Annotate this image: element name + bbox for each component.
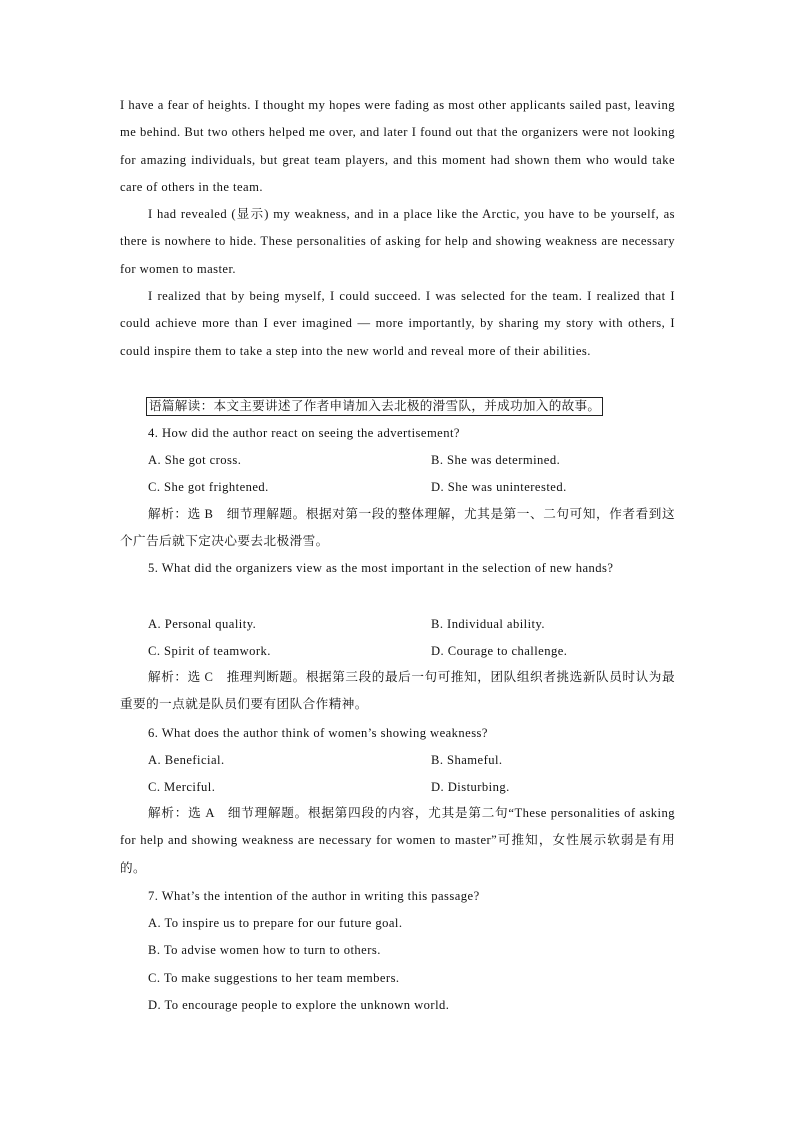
question-5-option-a: A. Personal quality. <box>148 617 257 631</box>
question-6-stem: 6. What does the author think of women’s showing weakness? <box>148 726 488 740</box>
question-6-option-c: C. Merciful. <box>148 780 216 794</box>
question-5-stem: 5. What did the organizers view as the most important in the selection of new hands? <box>148 561 614 575</box>
passage-paragraph-2: I had revealed (显示) my weakness, and in a place like the Arctic, you have to be yourself, as there is nowhere to hide. These personalities of asking for help and showing weakness are necessary for women to master. <box>120 207 675 276</box>
question-4-option-b: B. She was determined. <box>431 453 561 467</box>
question-4-option-d: D. She was uninterested. <box>431 480 567 494</box>
question-4-option-a: A. She got cross. <box>148 453 242 467</box>
question-6-analysis: 解析：选 A 细节理解题。根据第四段的内容，尤其是第二句“These personalities of asking for help and showing weakness are necessary for women to master”可推知，女性展示软弱是有用的。 <box>120 806 675 875</box>
question-6-option-b: B. Shameful. <box>431 753 503 767</box>
summary-box: 语篇解读：本文主要讲述了作者申请加入去北极的滑雪队，并成功加入的故事。 <box>146 397 603 416</box>
question-5-option-c: C. Spirit of teamwork. <box>148 644 271 658</box>
question-4-stem: 4. How did the author react on seeing the advertisement? <box>148 426 460 440</box>
question-5-analysis: 解析：选 C 推理判断题。根据第三段的最后一句可推知，团队组织者挑选新队员时认为最重要的一点就是队员们要有团队合作精神。 <box>120 670 675 712</box>
question-7-option-b: B. To advise women how to turn to others. <box>148 943 381 957</box>
question-6-option-a: A. Beneficial. <box>148 753 225 767</box>
question-5-option-b: B. Individual ability. <box>431 617 546 631</box>
question-7-option-d: D. To encourage people to explore the unknown world. <box>148 998 450 1012</box>
question-5-option-d: D. Courage to challenge. <box>431 644 568 658</box>
passage-paragraph-1: I have a fear of heights. I thought my hopes were fading as most other applicants sailed past, leaving me behind. But two others helped me over, and later I found out that the organizers were not looking for amazing individuals, but great team players, and this moment had shown them who would take care of others in the team. <box>120 98 675 194</box>
question-7-stem: 7. What’s the intention of the author in writing this passage? <box>148 889 480 903</box>
passage-paragraph-3: I realized that by being myself, I could succeed. I was selected for the team. I realized that I could achieve more than I ever imagined — more importantly, by sharing my story with others, I could inspire them to take a step into the new world and reveal more of their abilities. <box>120 289 675 358</box>
question-6-option-d: D. Disturbing. <box>431 780 510 794</box>
question-4-option-c: C. She got frightened. <box>148 480 269 494</box>
question-7-option-a: A. To inspire us to prepare for our future goal. <box>148 916 403 930</box>
question-4-analysis: 解析：选 B 细节理解题。根据对第一段的整体理解，尤其是第一、二句可知，作者看到这个广告后就下定决心要去北极滑雪。 <box>120 507 675 549</box>
question-7-option-c: C. To make suggestions to her team members. <box>148 971 400 985</box>
